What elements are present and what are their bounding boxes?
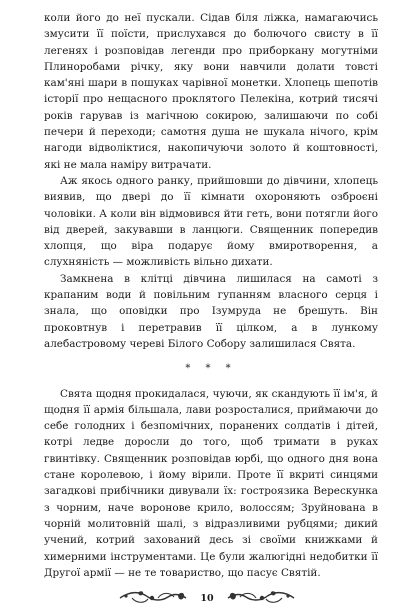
floral-ornament-icon bbox=[118, 589, 188, 607]
page-body bbox=[44, 10, 378, 581]
paragraph: Замкнена в клітці дівчина лишилася на самоті з крапаним води й повільним гупанням власного серця і знала, що оповідки про Ізумруда не брешуть. Він проковтнув і перетравив її цілком, а в лункому алебастровому череві Білого Собору залишилася Свята. bbox=[44, 272, 378, 350]
paragraph: коли його до неї пускали. Сідав біля ліжка, намагаючись змусити її поїсти, прислухався до болючого свисту в її легенях і розповідав легенди про приборкану могутніми Плиноробами річку, яку вони навчили долати товсті кам'яні шари в пошуках чарівної монетки. Хлопець шепотів історії про нещасного проклятого Пелекіна, котрий тисячі років гарував із магічною сокирою, залишаючи по собі печери й переходи; самотня душа не шукала нічого, крім нагоди відволіктися, накопичуючи золото й коштовності, які не мала наміру витрачати. bbox=[44, 12, 378, 171]
paragraph: Аж якось одного ранку, прийшовши до дівчини, хлопець виявив, що двері до її кімнати охороняють озброєні чоловіки. А коли він відмовився йти геть, вони потягли його від дверей, закувавши в ланцюги. Священник попередив хлопця, що віра подарує йому вмиротворення, а слухняність — можливість вільно дихати. bbox=[44, 174, 378, 269]
section-separator: * * * bbox=[185, 363, 237, 375]
page-number: 10 bbox=[200, 592, 214, 604]
page-footer bbox=[0, 585, 414, 611]
floral-ornament-icon bbox=[226, 589, 296, 607]
paragraph: Свята щодня прокидалася, чуючи, як скандують її ім'я, й щодня її армія більшала, лави розросталися, приймаючи до себе голодних і безпомічних, поранених солдатів і дітей, котрі ледве доросли до того, щоб тримати в руках гвинтівку. Священник розповідав юрбі, що одного дня вона стане королевою, і йому вірили. Проте її вкриті синцями загадкові прибічники дивували їх: гостроязика Верескунка з чорним, наче воронове крило, волоссям; Зруйнована в чорній молитовній шалі, з відразливими рубцями; дикий учений, котрий захований десь зі своїми книжками й химерними інструментами. Це були жалюгідні недобитки її Другої армії — не те товариство, що пасує Святій. bbox=[44, 387, 378, 579]
